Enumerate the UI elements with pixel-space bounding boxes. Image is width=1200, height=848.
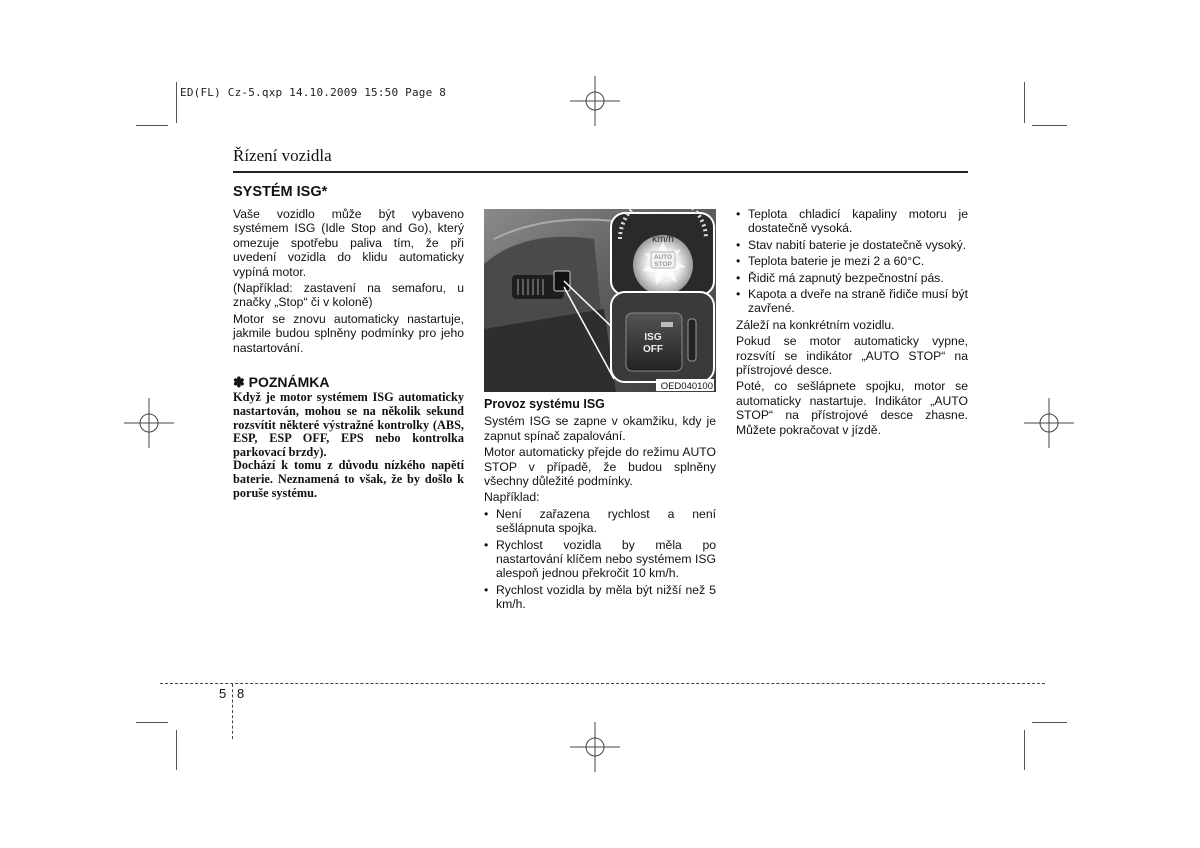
page-number-separator	[232, 684, 233, 739]
crop-mark	[1032, 125, 1067, 126]
col2-paragraph: Motor automaticky přejde do režimu AUTO STOP v případě, že budou splněny všechny důležité podmínky.	[484, 445, 716, 489]
column-2	[484, 397, 716, 614]
list-item: • Kapota a dveře na straně řidiče musí být zavřené.	[736, 287, 968, 316]
list-item: • Teplota chladicí kapaliny motoru je dostatečně vysoká.	[736, 207, 968, 236]
crop-mark	[136, 722, 168, 723]
conditions-list-continued	[736, 207, 968, 316]
section-title: SYSTÉM ISG*	[233, 184, 328, 200]
restart-paragraph: Motor se znovu automaticky nastartuje, jakmile budou splněny podmínky pro jeho nastartování.	[233, 311, 464, 355]
registration-mark-right	[1024, 398, 1074, 448]
list-item: • Není zařazena rychlost a není sešlápnuta spojka.	[484, 507, 716, 536]
isg-button-label-line2: OFF	[643, 344, 663, 355]
dashboard-figure	[484, 209, 716, 392]
isg-off-button-inset	[611, 292, 714, 382]
footer-rule	[160, 683, 1045, 684]
col2-paragraph: Například:	[484, 490, 540, 505]
figure-code: OED040100	[660, 381, 713, 392]
col3-paragraph: Pokud se motor automaticky vypne, rozsvítí se indikátor „AUTO STOP“ na přístrojové desce.	[736, 334, 968, 378]
crop-mark	[1032, 722, 1067, 723]
crop-mark	[176, 730, 177, 770]
list-item: • Řidič má zapnutý bezpečnostní pás.	[736, 271, 968, 285]
chapter-title: Řízení vozidla	[233, 146, 332, 165]
list-item: • Stav nabití baterie je dostatečně vysoký.	[736, 238, 968, 252]
column-1	[233, 207, 464, 500]
crop-mark	[136, 125, 168, 126]
registration-mark-bottom	[570, 722, 620, 772]
crop-mark	[1024, 730, 1025, 770]
auto-stop-indicator-line2: STOP	[654, 261, 672, 268]
auto-stop-indicator-line1: AUTO	[653, 254, 673, 261]
list-item: • Rychlost vozidla by měla být nižší než 5 km/h.	[484, 583, 716, 612]
col3-paragraph: Záleží na konkrétním vozidlu.	[736, 317, 895, 332]
col2-paragraph: Systém ISG se zapne v okamžiku, kdy je zapnut spínač zapalování.	[484, 414, 716, 443]
crop-mark	[1024, 82, 1025, 123]
note-paragraph: Dochází k tomu z důvodu nízkého napětí baterie. Neznamená to však, že by došlo k poruše systému.	[233, 458, 464, 500]
isg-illustration	[484, 209, 716, 392]
registration-mark-top	[570, 76, 620, 126]
col3-paragraph: Poté, co sešlápnete spojku, motor se automaticky nastartuje. Indikátor „AUTO STOP“ na přístrojové desce zhasne. Můžete pokračovat v jízdě.	[736, 379, 968, 437]
registration-mark-left	[124, 398, 174, 448]
note-paragraph: Když je motor systémem ISG automaticky nastartován, mohou se na několik sekund rozsvítit některé výstražné kontrolky (ABS, ESP, ESP OFF, EPS nebo kontrolka parkovací brzdy).	[233, 390, 464, 459]
page-number-chapter: 5	[219, 686, 227, 701]
print-slug: ED(FL) Cz-5.qxp 14.10.2009 15:50 Page 8	[180, 86, 447, 99]
list-item: • Rychlost vozidla by měla po nastartování klíčem nebo systémem ISG alespoň jednou překročit 10 km/h.	[484, 538, 716, 581]
gauge-inset	[611, 209, 714, 295]
list-item: • Teplota baterie je mezi 2 a 60°C.	[736, 254, 968, 268]
column-3	[736, 207, 968, 439]
intro-paragraph: Vaše vozidlo může být vybaveno systémem ISG (Idle Stop and Go), který omezuje spotřebu paliva tím, že při uvedení vozidla do klidu automaticky vypíná motor.	[233, 207, 464, 279]
gauge-unit-label: km/h	[652, 234, 674, 245]
note-body	[233, 391, 464, 500]
header-rule	[233, 171, 968, 173]
page-number-page: 8	[237, 686, 245, 701]
example-paragraph: (Například: zastavení na semaforu, u značky „Stop“ či v koloně)	[233, 281, 464, 310]
crop-mark	[176, 82, 177, 123]
subsection-title: Provoz systému ISG	[484, 397, 605, 411]
isg-button-label-line1: ISG	[644, 332, 662, 343]
note-title: ✽ POZNÁMKA	[233, 374, 330, 391]
conditions-list	[484, 507, 716, 612]
